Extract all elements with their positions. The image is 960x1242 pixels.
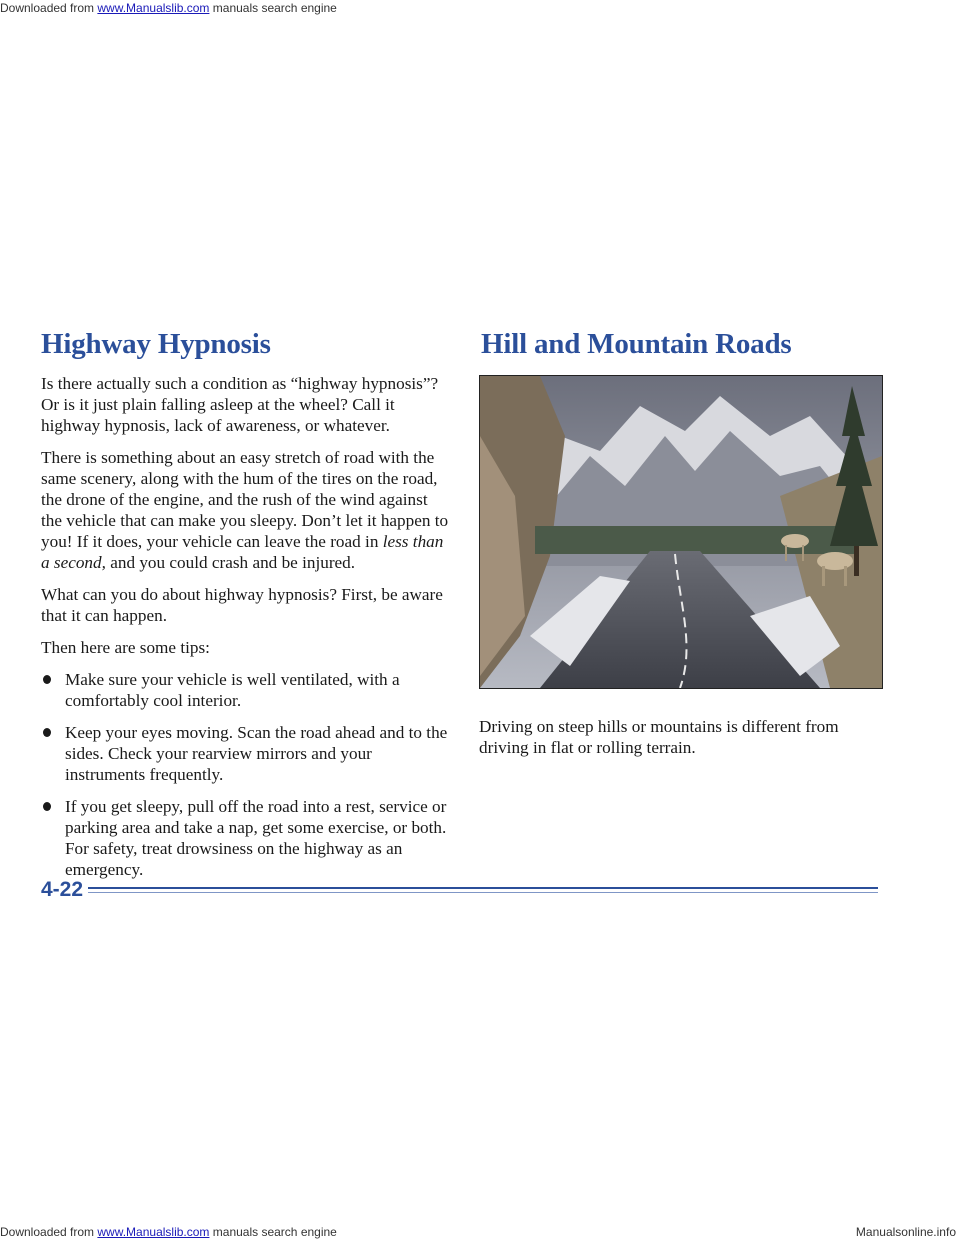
paragraph-2-part-a: There is something about an easy stretch of road with the same scenery, along with the hum of the tires on the road, the drone of the engine, and the rush of the wind against the vehicle that can make you sleepy. Don’t let it happen to you! If it does, your vehicle can leave the road in	[41, 448, 449, 551]
bottom-banner-link[interactable]: www.Manualslib.com	[97, 1225, 210, 1239]
list-item-text: Keep your eyes moving. Scan the road ahead and to the sides. Check your rearview mirrors and your instruments frequently.	[65, 723, 448, 784]
banner-link[interactable]: www.Manualslib.com	[97, 1, 210, 15]
paragraph-2-emphasis: less than a second,	[41, 532, 444, 572]
bullet-icon	[43, 675, 51, 684]
banner-watermark: Manualsonline.info	[855, 1225, 956, 1239]
left-column	[41, 328, 451, 891]
bullet-icon	[43, 728, 51, 737]
bottom-banner-prefix: Downloaded from	[0, 1225, 98, 1239]
footer-rule-thin	[88, 892, 878, 893]
list-item-text: If you get sleepy, pull off the road into a rest, service or parking area and take a nap, get some exercise, or both. For safety, treat drowsiness on the highway as an emergency.	[65, 797, 447, 879]
bullet-icon	[43, 802, 51, 811]
right-column	[479, 328, 889, 769]
bottom-banner-suffix: manuals search engine	[209, 1225, 337, 1239]
bottom-banner	[0, 1224, 960, 1242]
top-banner	[0, 0, 960, 18]
footer-rule	[88, 887, 878, 889]
section-heading-hill-mountain-roads: Hill and Mountain Roads	[481, 328, 792, 360]
list-item	[41, 722, 451, 785]
section-heading-highway-hypnosis: Highway Hypnosis	[41, 328, 271, 360]
paragraph-4: Then here are some tips:	[41, 638, 210, 657]
list-item	[41, 669, 451, 711]
paragraph-2	[41, 447, 451, 573]
page-number: 4-22	[41, 878, 84, 901]
paragraph-2-part-b: and you could crash and be injured.	[105, 553, 356, 572]
banner-prefix: Downloaded from	[0, 1, 98, 15]
paragraph-3: What can you do about highway hypnosis? First, be aware that it can happen.	[41, 585, 443, 625]
list-item	[41, 796, 451, 880]
tips-list	[41, 669, 451, 880]
banner-suffix: manuals search engine	[209, 1, 337, 15]
paragraph-1: Is there actually such a condition as “highway hypnosis”? Or is it just plain falling asleep at the wheel? Call it highway hypnosis, lack of awareness, or whatever.	[41, 374, 439, 435]
mountain-road-illustration	[479, 375, 883, 689]
list-item-text: Make sure your vehicle is well ventilated, with a comfortably cool interior.	[65, 670, 400, 710]
caption: Driving on steep hills or mountains is different from driving in flat or rolling terrain.	[479, 717, 839, 757]
